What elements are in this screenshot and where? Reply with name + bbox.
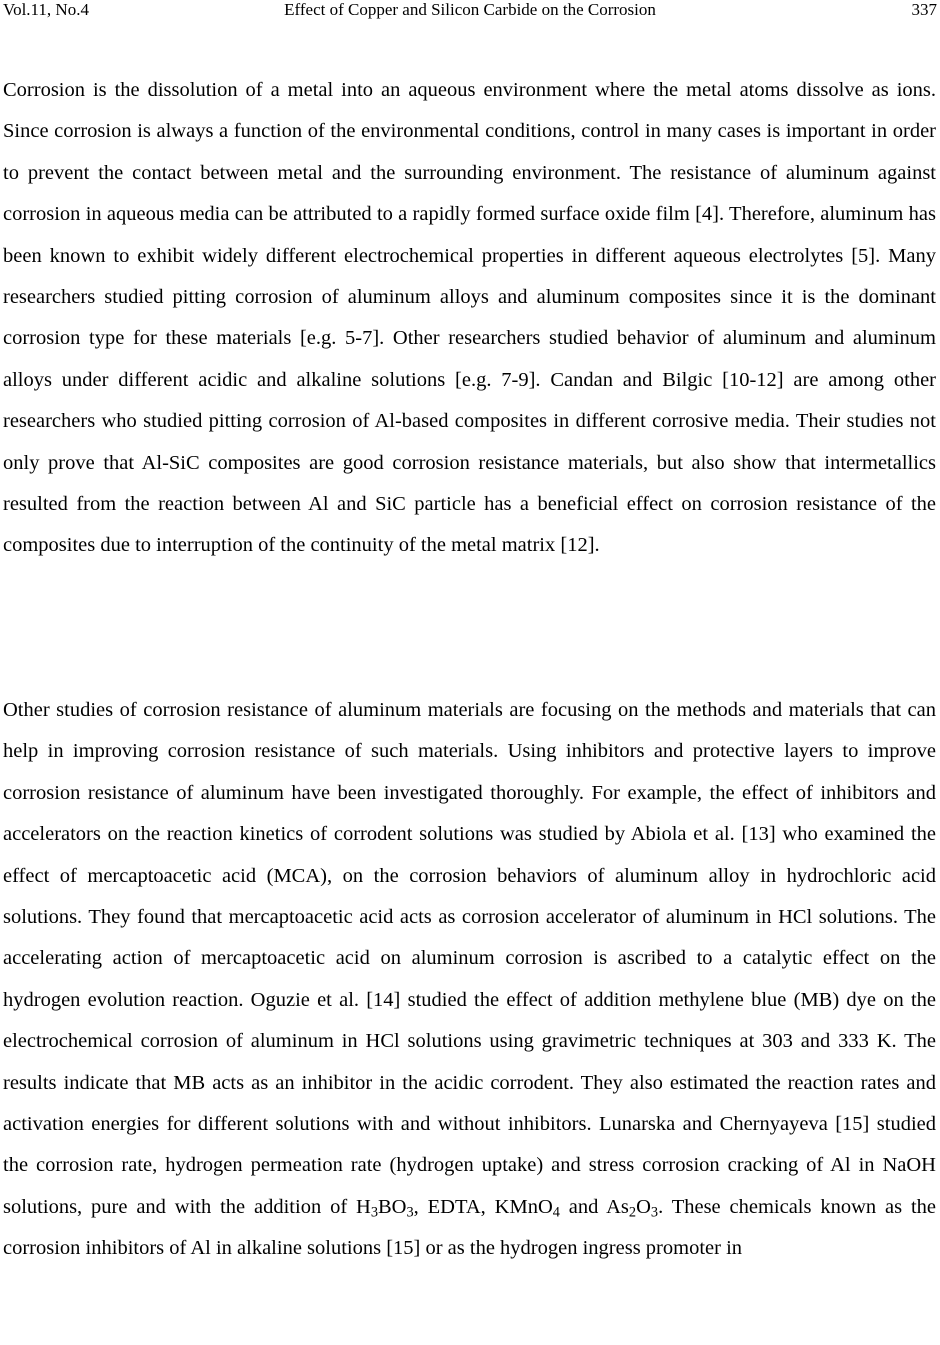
body-paragraph <box>3 690 936 1270</box>
paragraph-text: and <box>559 1195 607 1218</box>
body-paragraph: Corrosion is the dissolution of a metal into an aqueous environment where the metal atoms dissolve as ions. Since corrosion is always a function of the environmental conditions, control in many cases is important in order to prevent the contact between metal and the surrounding environment. The resistance of aluminum against corrosion in aqueous media can be attributed to a rapidly formed surface oxide film [4]. Therefore, aluminum has been known to exhibit widely different electrochemical properties in different aqueous electrolytes [5]. Many researchers studied pitting corrosion of aluminum alloys and aluminum composites since it is the dominant corrosion type for these materials [e.g. 5-7]. Other researchers studied behavior of aluminum and aluminum alloys under different acidic and alkaline solutions [e.g. 7-9]. Candan and Bilgic [10-12] are among other researchers who studied pitting corrosion of Al-based composites in different corrosive media. Their studies not only prove that Al-SiC composites are good corrosion resistance materials, but also show that intermetallics resulted from the reaction between Al and SiC particle has a beneficial effect on corrosion resistance of the composites due to interruption of the continuity of the metal matrix [12]. <box>3 79 936 557</box>
running-header <box>0 0 940 20</box>
paragraph-text: . These chemicals known as the corrosion inhibitors of Al in alkaline solutions [15] or as the hydrogen ingress promoter in <box>3 1195 936 1260</box>
chemical-formula-h3bo3: $H_3BO_3$ <box>356 1195 414 1221</box>
journal-volume: Vol.11, No.4 <box>3 0 89 19</box>
paragraph-text: , EDTA, <box>413 1195 495 1218</box>
chemical-formula-as2o3: $As_2O_3$ <box>606 1195 659 1221</box>
chemical-formula-kmno4: KMnO$_4$ <box>494 1195 560 1221</box>
article-running-title: Effect of Copper and Silicon Carbide on the Corrosion <box>284 0 656 19</box>
page-number: 337 <box>911 0 937 19</box>
paragraph-text: Other studies of corrosion resistance of aluminum materials are focusing on the methods and materials that can help in improving corrosion resistance of such materials. Using inhibitors and protective layers to improve corrosion resistance of aluminum have been investigated thoroughly. For example, the effect of inhibitors and accelerators on the reaction kinetics of corrodent solutions was studied by Abiola et al. [13] who examined the effect of mercaptoacetic acid (MCA), on the corrosion behaviors of aluminum alloy in hydrochloric acid solutions. They found that mercaptoacetic acid acts as corrosion accelerator of aluminum in HCl solutions. The accelerating action of mercaptoacetic acid on aluminum corrosion is ascribed to a catalytic effect on the hydrogen evolution reaction. Oguzie et al. [14] studied the effect of addition methylene blue (MB) dye on the electrochemical corrosion of aluminum in HCl solutions using gravimetric techniques at 303 and 333 K. The results indicate that MB acts as an inhibitor in the acidic corrodent. They also estimated the reaction rates and activation energies for different solutions with and without inhibitors. Lunarska and Chernyayeva [15] studied the corrosion rate, hydrogen permeation rate (hydrogen uptake) and stress corrosion cracking of Al in NaOH solutions, pure and with the addition of <box>3 699 936 1218</box>
